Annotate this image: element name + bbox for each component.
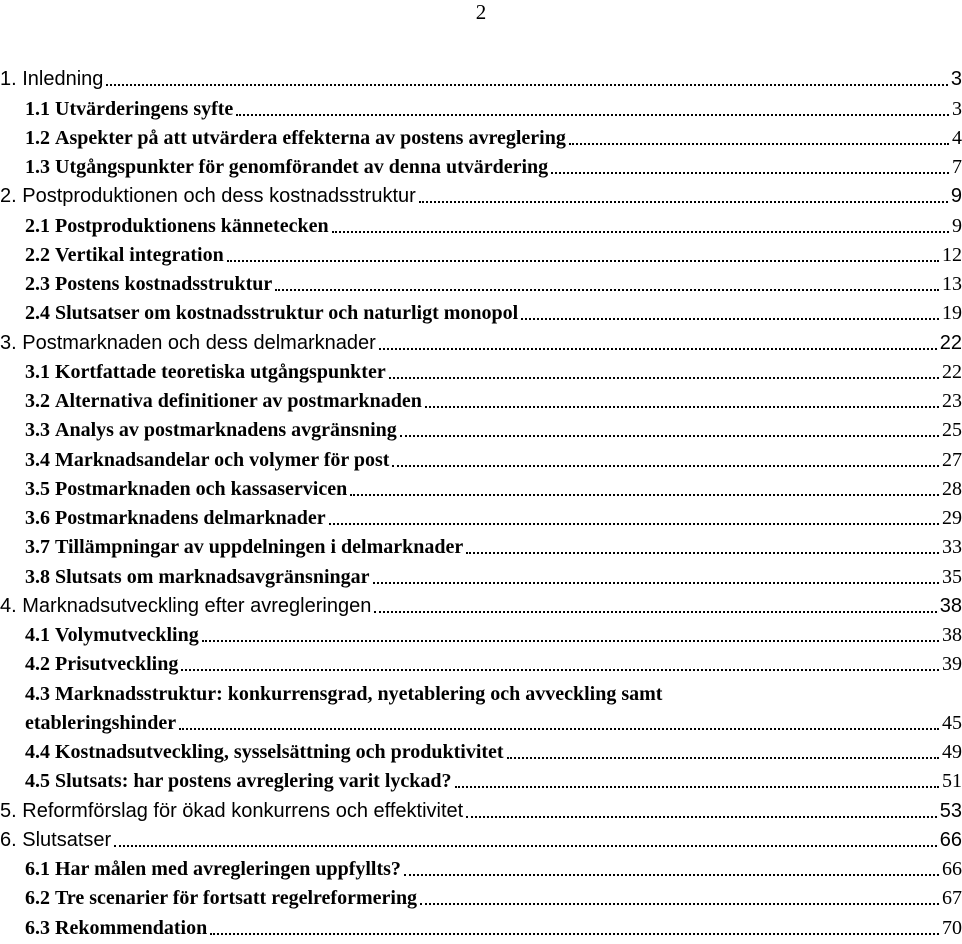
- toc-entry-title: Kortfattade teoretiska utgångspunkter: [55, 360, 386, 383]
- toc-dot-leader: [332, 231, 949, 233]
- toc-entry-page: 28: [942, 477, 962, 500]
- toc-entry-number: 2.4: [25, 302, 55, 325]
- toc-entry-title: Alternativa definitioner av postmarknaden: [55, 390, 422, 412]
- toc-dot-leader: [420, 903, 939, 905]
- toc-entry[interactable]: [0, 417, 962, 446]
- toc-dot-leader: [425, 406, 939, 408]
- toc-entry-title: Utgångspunkter för genomförandet av denna utvärdering: [55, 156, 549, 178]
- toc-dot-leader: [179, 728, 939, 730]
- toc-entry[interactable]: [0, 797, 962, 826]
- toc-entry-page: 9: [952, 214, 962, 237]
- toc-entry-page: 35: [942, 565, 962, 588]
- toc-entry[interactable]: [0, 914, 962, 943]
- toc-entry-number: 3.5: [25, 477, 55, 500]
- toc-dot-leader: [507, 757, 939, 759]
- toc-entry-title: Reformförslag för ökad konkurrens och effektivitet: [22, 799, 464, 822]
- toc-entry-title: Postmarknaden och kassaservicen: [55, 477, 348, 500]
- toc-dot-leader: [373, 582, 939, 584]
- toc-entry-page: 39: [942, 653, 962, 676]
- toc-dot-leader: [389, 377, 939, 379]
- toc-entry-title: Vertikal integration: [55, 243, 224, 266]
- toc-entry-number: 3.4: [25, 448, 55, 471]
- toc-entry-title: Postens kostnadsstruktur: [55, 273, 273, 295]
- toc-entry-page: 12: [942, 243, 962, 266]
- toc-entry-number: 3.7: [25, 536, 55, 559]
- toc-entry-title: Volymutveckling: [55, 624, 199, 646]
- toc-entry[interactable]: [0, 271, 962, 300]
- toc-entry[interactable]: [0, 622, 962, 651]
- toc-dot-leader: [400, 435, 939, 437]
- toc-entry-number: 1.1: [25, 97, 55, 120]
- table-of-contents: [0, 66, 962, 944]
- toc-entry-number: 3.2: [25, 390, 55, 412]
- toc-entry[interactable]: [0, 359, 962, 388]
- toc-entry[interactable]: [0, 300, 962, 329]
- toc-entry-title-continued: etableringshinder: [25, 711, 177, 734]
- toc-entry-page: 22: [939, 331, 962, 354]
- toc-entry[interactable]: [0, 563, 962, 592]
- toc-dot-leader: [275, 289, 939, 291]
- toc-entry-title: Postproduktionen och dess kostnadsstruktur: [22, 185, 416, 208]
- toc-entry[interactable]: [0, 827, 962, 856]
- toc-entry-number: 4.3: [25, 683, 55, 706]
- toc-entry-page: 3: [952, 97, 962, 120]
- toc-dot-leader: [521, 318, 939, 320]
- toc-entry[interactable]: [0, 651, 962, 680]
- toc-dot-leader: [466, 552, 939, 554]
- toc-entry[interactable]: [0, 66, 962, 95]
- toc-entry-title: Postmarknaden och dess delmarknader: [22, 331, 376, 354]
- toc-entry-number: 4.1: [25, 624, 55, 646]
- toc-dot-leader: [236, 114, 949, 116]
- toc-entry-page: 23: [942, 390, 962, 412]
- toc-entry[interactable]: [0, 388, 962, 417]
- toc-entry-page: 3: [950, 68, 962, 91]
- toc-entry-title: Slutsats: har postens avreglering varit lyckad?: [55, 770, 452, 793]
- toc-entry-page: 19: [942, 302, 962, 325]
- toc-entry-number: 3.: [0, 331, 23, 354]
- toc-entry[interactable]: [0, 885, 962, 914]
- toc-dot-leader: [227, 260, 939, 262]
- toc-entry-page: 53: [939, 799, 962, 822]
- toc-entry-title: Utvärderingens syfte: [55, 97, 234, 120]
- toc-entry[interactable]: [0, 593, 962, 622]
- toc-entry-title: Marknadsutveckling efter avregleringen: [22, 594, 372, 617]
- toc-entry[interactable]: [0, 680, 962, 739]
- toc-dot-leader: [551, 172, 949, 174]
- toc-entry[interactable]: [0, 476, 962, 505]
- toc-dot-leader: [106, 84, 947, 86]
- toc-entry-number: 3.1: [25, 360, 55, 383]
- toc-entry[interactable]: [0, 212, 962, 241]
- toc-entry-page: 7: [952, 156, 962, 178]
- toc-dot-leader: [329, 523, 939, 525]
- toc-entry[interactable]: [0, 505, 962, 534]
- toc-entry-number: 1.2: [25, 126, 55, 149]
- toc-entry[interactable]: [0, 154, 962, 183]
- toc-entry-page: 49: [942, 741, 962, 763]
- toc-entry-page: 67: [942, 887, 962, 910]
- toc-entry-page: 38: [939, 594, 962, 617]
- toc-dot-leader: [181, 669, 939, 671]
- toc-entry[interactable]: [0, 768, 962, 797]
- toc-dot-leader: [569, 143, 949, 145]
- toc-dot-leader: [404, 874, 939, 876]
- toc-entry-title: Rekommendation: [55, 916, 208, 939]
- toc-dot-leader: [466, 816, 937, 818]
- toc-entry-number: 3.3: [25, 419, 55, 442]
- toc-entry-number: 1.: [0, 68, 23, 91]
- toc-entry-title: Tillämpningar av uppdelningen i delmarknader: [55, 536, 464, 559]
- toc-entry-page: 13: [942, 273, 962, 295]
- toc-entry[interactable]: [0, 739, 962, 768]
- toc-entry-number: 6.3: [25, 916, 55, 939]
- toc-entry-number: 2.: [0, 185, 23, 208]
- toc-entry-number: 6.: [0, 828, 23, 851]
- page-number: 2: [475, 0, 487, 24]
- toc-entry-title: Kostnadsutveckling, sysselsättning och produktivitet: [55, 741, 504, 763]
- toc-entry-page: 66: [942, 858, 962, 880]
- toc-entry-page: 22: [942, 360, 962, 383]
- toc-entry-number: 3.6: [25, 507, 55, 529]
- toc-entry[interactable]: [0, 329, 962, 358]
- toc-dot-leader: [350, 494, 939, 496]
- toc-entry-title: Marknadsandelar och volymer för post: [55, 448, 390, 471]
- toc-entry-title: Tre scenarier för fortsatt regelreformering: [55, 887, 418, 910]
- toc-entry[interactable]: [0, 446, 962, 475]
- toc-entry-title: Slutsatser om kostnadsstruktur och naturligt monopol: [55, 302, 519, 325]
- toc-entry-number: 6.1: [25, 858, 55, 880]
- toc-entry-title: Marknadsstruktur: konkurrensgrad, nyetablering och avveckling samt: [55, 683, 663, 706]
- toc-entry-number: 2.3: [25, 273, 55, 295]
- toc-entry[interactable]: [0, 95, 962, 124]
- toc-entry-number: 2.2: [25, 243, 55, 266]
- toc-entry-page: 51: [942, 770, 962, 793]
- toc-entry-title: Har målen med avregleringen uppfyllts?: [55, 858, 401, 880]
- toc-entry-number: 2.1: [25, 214, 55, 237]
- toc-entry-number: 5.: [0, 799, 23, 822]
- toc-dot-leader: [114, 845, 937, 847]
- toc-entry-number: 4.2: [25, 653, 55, 676]
- toc-dot-leader: [392, 465, 939, 467]
- toc-entry-page: 25: [942, 419, 962, 442]
- toc-entry-title: Aspekter på att utvärdera effekterna av postens avreglering: [55, 126, 566, 149]
- toc-entry-page: 38: [942, 624, 962, 646]
- toc-entry[interactable]: [0, 856, 962, 885]
- toc-entry-page: 27: [942, 448, 962, 471]
- toc-entry-title: Slutsatser: [22, 828, 112, 851]
- toc-entry-title: Postproduktionens kännetecken: [55, 214, 329, 237]
- toc-entry-number: 4.4: [25, 741, 55, 763]
- toc-dot-leader: [455, 786, 940, 788]
- toc-entry[interactable]: [0, 183, 962, 212]
- toc-dot-leader: [202, 640, 939, 642]
- toc-entry-title: Inledning: [22, 68, 104, 91]
- toc-entry-title: Slutsats om marknadsavgränsningar: [55, 565, 370, 588]
- toc-entry-page: 29: [942, 507, 962, 529]
- toc-dot-leader: [374, 611, 936, 613]
- toc-entry-number: 1.3: [25, 156, 55, 178]
- toc-dot-leader: [379, 348, 937, 350]
- toc-entry-page: 70: [942, 916, 962, 939]
- toc-entry[interactable]: [0, 125, 962, 154]
- toc-entry-page: 33: [942, 536, 962, 559]
- toc-entry[interactable]: [0, 534, 962, 563]
- toc-entry-number: 4.5: [25, 770, 55, 793]
- toc-entry-page: 9: [950, 185, 962, 208]
- toc-entry-page: 45: [942, 711, 962, 734]
- toc-entry-number: 4.: [0, 594, 23, 617]
- toc-entry-page: 4: [952, 126, 962, 149]
- toc-entry[interactable]: [0, 242, 962, 271]
- toc-entry-page: 66: [939, 828, 962, 851]
- toc-dot-leader: [210, 933, 939, 935]
- toc-entry-number: 3.8: [25, 565, 55, 588]
- toc-entry-title: Postmarknadens delmarknader: [55, 507, 326, 529]
- toc-entry-title: Analys av postmarknadens avgränsning: [55, 419, 397, 442]
- toc-dot-leader: [419, 201, 948, 203]
- toc-entry-number: 6.2: [25, 887, 55, 910]
- toc-entry-title: Prisutveckling: [55, 653, 179, 676]
